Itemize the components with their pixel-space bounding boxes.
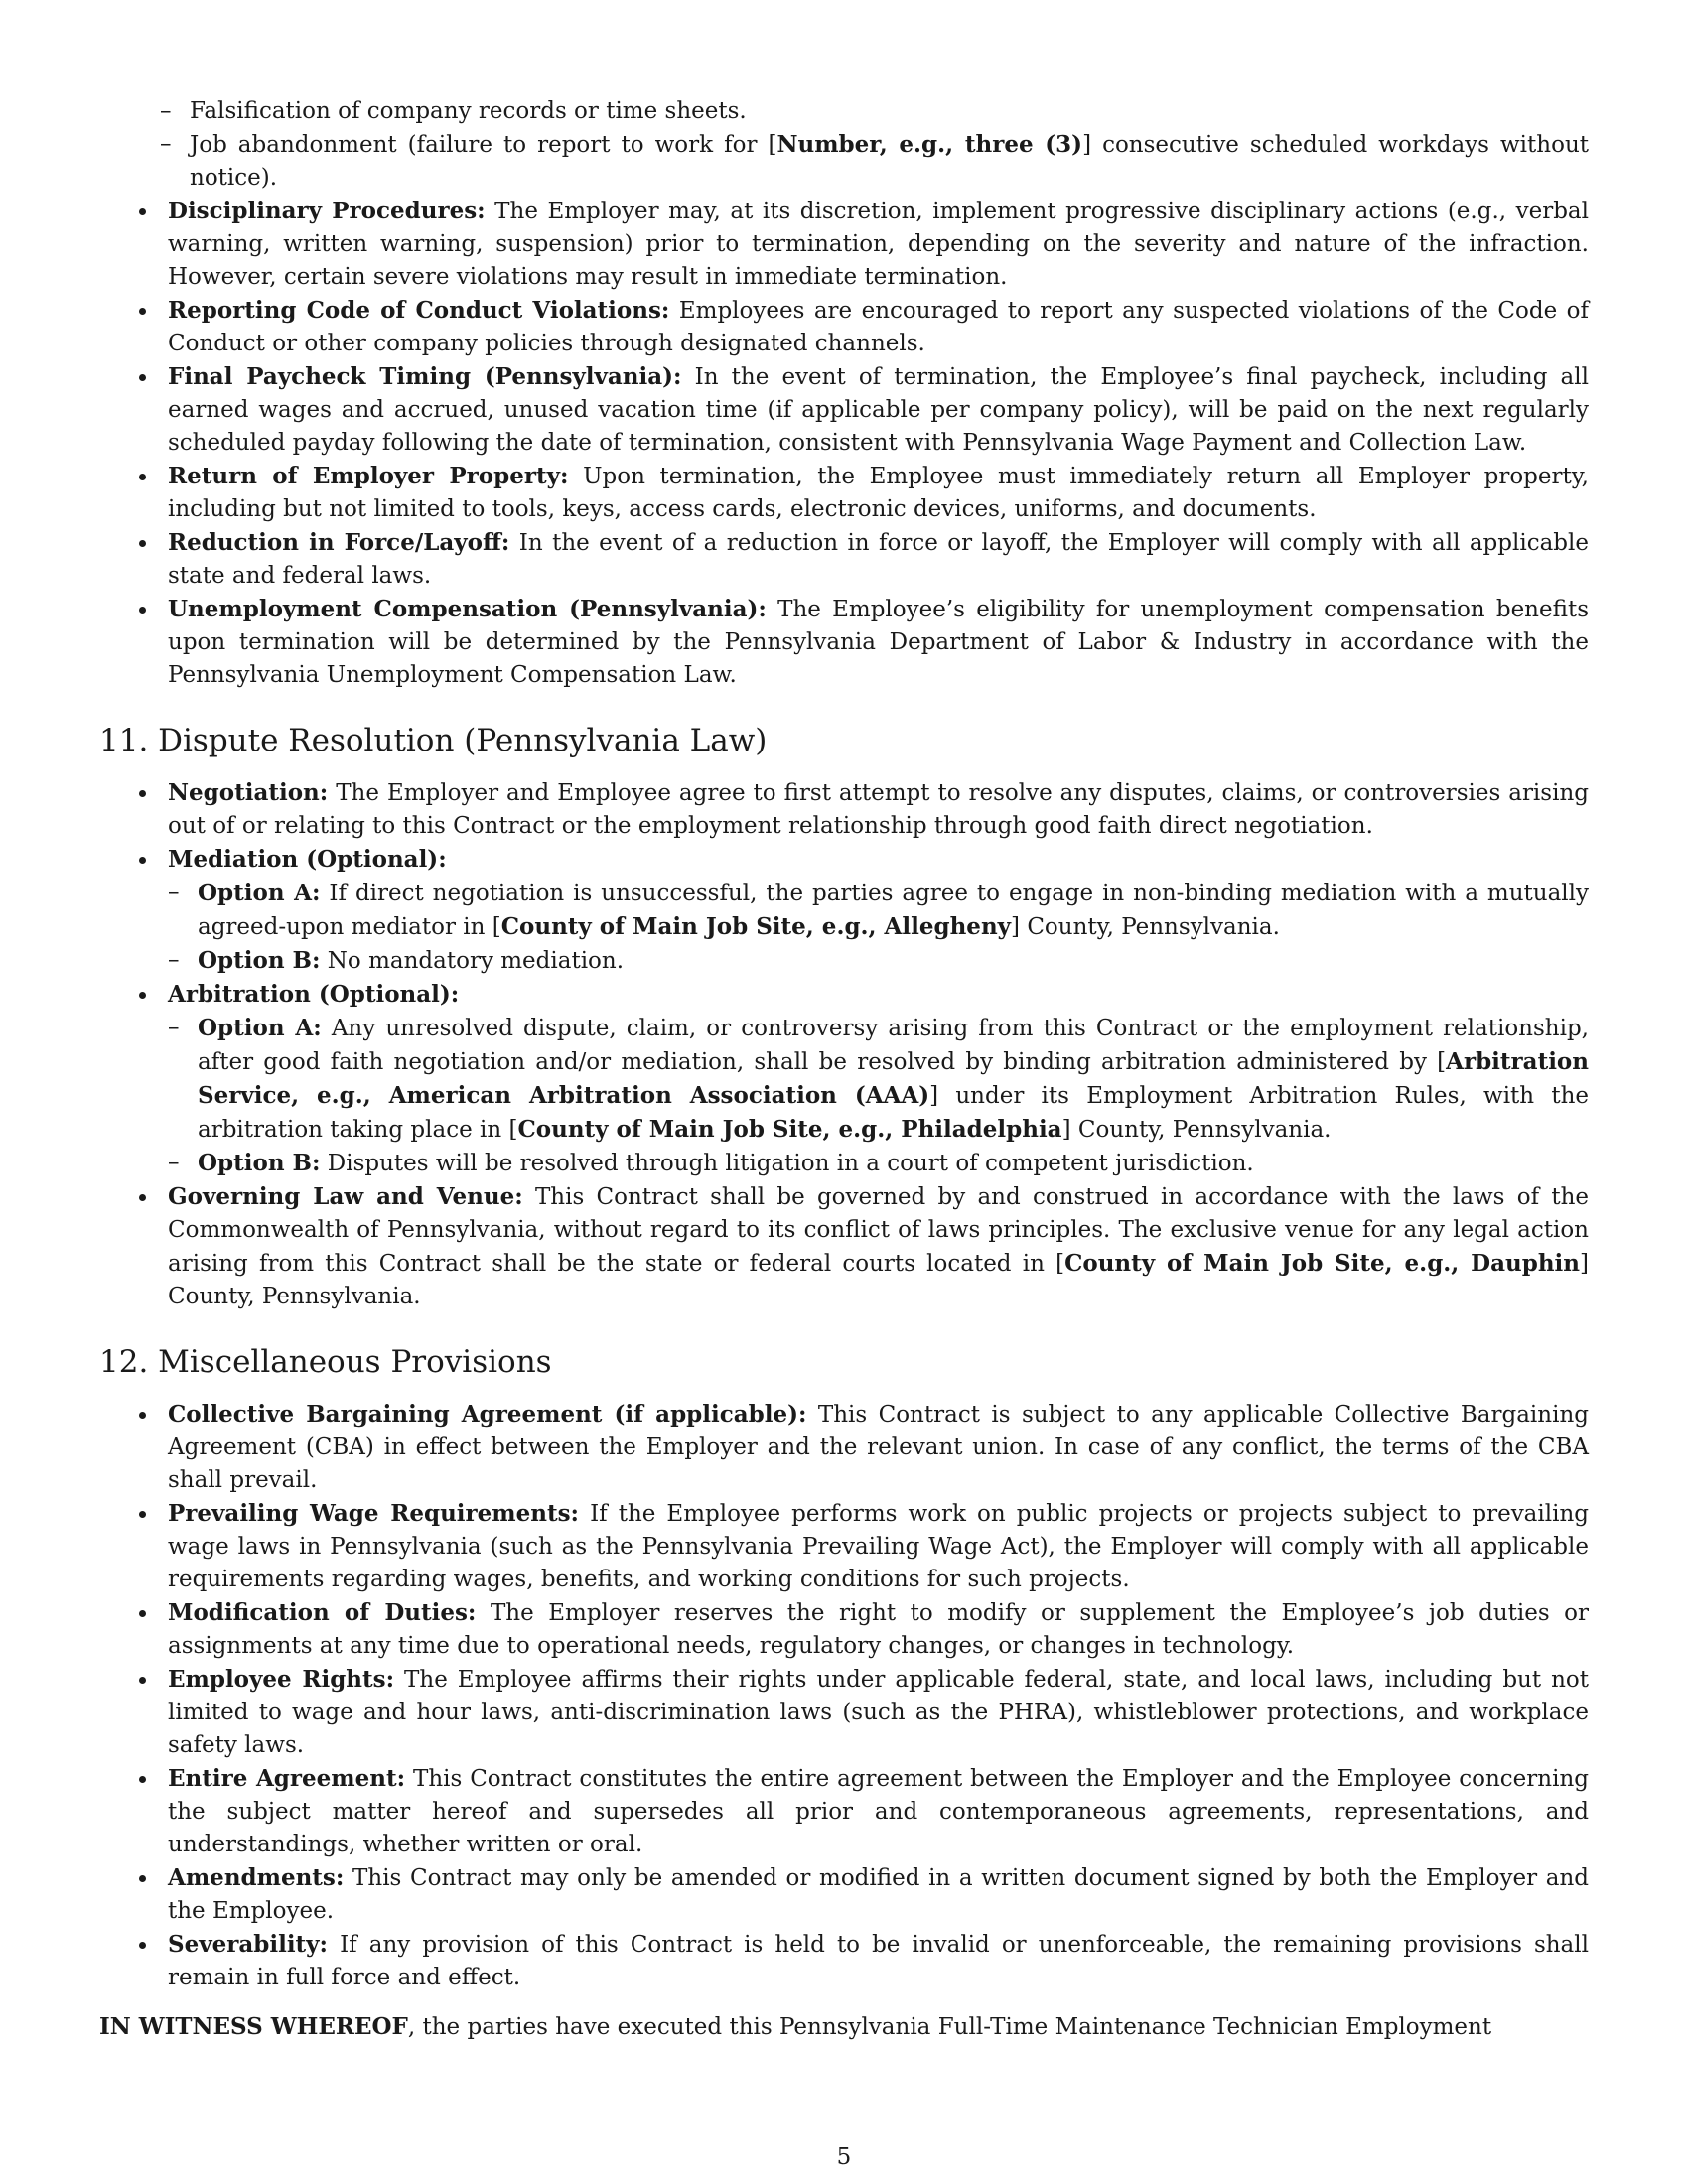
miscellaneous-provisions-list [99, 1398, 1589, 1994]
mediation-options [168, 877, 1589, 978]
list-item: Prevailing Wage Requirements: If the Employee performs work on public projects or projects subject to prevailing wage laws in Pennsylvania (such as the Pennsylvania Prevailing Wage Act), the Employer will comply with all applicable requirements regarding wages, benefits, and working conditions for such projects. [99, 1497, 1589, 1596]
list-item: Amendments: This Contract may only be amended or modified in a written document signed by both the Employer and the Employee. [99, 1861, 1589, 1928]
section-heading-miscellaneous: 12. Miscellaneous Provisions [99, 1344, 552, 1380]
witness-paragraph: IN WITNESS WHEREOF, the parties have executed this Pennsylvania Full-Time Maintenance Technician Employment [99, 2013, 1492, 2040]
list-item: Employee Rights: The Employee affirms their rights under applicable federal, state, and local laws, including but not limited to wage and hour laws, anti-discrimination laws (such as the PHRA), whistleblower protections, and workplace safety laws. [99, 1663, 1589, 1762]
list-item: – Job abandonment (failure to report to work for [Number, e.g., three (3)] consecutive scheduled workdays without notice). [160, 128, 1589, 195]
list-item: – Option A: If direct negotiation is unsuccessful, the parties agree to engage in non-binding mediation with a mutually agreed-upon mediator in [County of Main Job Site, e.g., Allegheny] County, Pennsylvania. [168, 877, 1589, 944]
list-item: Arbitration (Optional): – Option A: Any unresolved dispute, claim, or controversy arising from this Contract or the employment relationship, after good faith negotiation and/or mediation, shall be resolved by binding arbitration administered by [Arbitration Service, e.g., American Arbitration Association (AAA)] under its Employment Arbitration Rules, with the arbitration taking place in [County of Main Job Site, e.g., Philadelphia] County, Pennsylvania. – Option B: Disputes will be resolved through litigation in a court of competent jurisdiction. [99, 978, 1589, 1180]
list-item: – Falsification of company records or time sheets. [160, 95, 1589, 128]
section-heading-dispute-resolution: 11. Dispute Resolution (Pennsylvania Law) [99, 723, 768, 758]
list-item: Negotiation: The Employer and Employee agree to first attempt to resolve any disputes, claims, or controversies arising out of or relating to this Contract or the employment relationship through good faith direct negotiation. [99, 776, 1589, 843]
termination-grounds-list [160, 95, 1589, 195]
page-number: 5 [836, 2144, 852, 2170]
list-item: Entire Agreement: This Contract constitutes the entire agreement between the Employer and the Employee concerning the subject matter hereof and supersedes all prior and contemporaneous agreements, representations, and understandings, whether written or oral. [99, 1762, 1589, 1861]
list-item: Unemployment Compensation (Pennsylvania): The Employee’s eligibility for unemployment compensation benefits upon termination will be determined by the Pennsylvania Department of Labor & Industry in accordance with the Pennsylvania Unemployment Compensation Law. [99, 593, 1589, 692]
list-item: Disciplinary Procedures: The Employer may, at its discretion, implement progressive disciplinary actions (e.g., verbal warning, written warning, suspension) prior to termination, depending on the severity and nature of the infraction. However, certain severe violations may result in immediate termination. [99, 195, 1589, 294]
arbitration-options [168, 1012, 1589, 1180]
list-item: Reduction in Force/Layoff: In the event of a reduction in force or layoff, the Employer will comply with all applicable state and federal laws. [99, 526, 1589, 593]
list-item: – Option B: Disputes will be resolved through litigation in a court of competent jurisdiction. [168, 1147, 1589, 1180]
list-item: Collective Bargaining Agreement (if applicable): This Contract is subject to any applicable Collective Bargaining Agreement (CBA) in effect between the Employer and the relevant union. In case of any conflict, the terms of the CBA shall prevail. [99, 1398, 1589, 1497]
list-item: Reporting Code of Conduct Violations: Employees are encouraged to report any suspected violations of the Code of Conduct or other company policies through designated channels. [99, 294, 1589, 360]
list-item: – Option B: No mandatory mediation. [168, 944, 1589, 978]
list-item: Final Paycheck Timing (Pennsylvania): In the event of termination, the Employee’s final paycheck, including all earned wages and accrued, unused vacation time (if applicable per company policy), will be paid on the next regularly scheduled payday following the date of termination, consistent with Pennsylvania Wage Payment and Collection Law. [99, 360, 1589, 460]
termination-provisions-list [99, 195, 1589, 692]
list-item: Severability: If any provision of this Contract is held to be invalid or unenforceable, the remaining provisions shall remain in full force and effect. [99, 1928, 1589, 1994]
list-item: – Option A: Any unresolved dispute, claim, or controversy arising from this Contract or the employment relationship, after good faith negotiation and/or mediation, shall be resolved by binding arbitration administered by [Arbitration Service, e.g., American Arbitration Association (AAA)] under its Employment Arbitration Rules, with the arbitration taking place in [County of Main Job Site, e.g., Philadelphia] County, Pennsylvania. [168, 1012, 1589, 1147]
dispute-resolution-list [99, 776, 1589, 1313]
list-item: Mediation (Optional): – Option A: If direct negotiation is unsuccessful, the parties agree to engage in non-binding mediation with a mutually agreed-upon mediator in [County of Main Job Site, e.g., Allegheny] County, Pennsylvania. – Option B: No mandatory mediation. [99, 843, 1589, 978]
list-item: Modification of Duties: The Employer reserves the right to modify or supplement the Employee’s job duties or assignments at any time due to operational needs, regulatory changes, or changes in technology. [99, 1596, 1589, 1663]
list-item: Return of Employer Property: Upon termination, the Employee must immediately return all Employer property, including but not limited to tools, keys, access cards, electronic devices, uniforms, and documents. [99, 460, 1589, 526]
list-item: Governing Law and Venue: This Contract shall be governed by and construed in accordance with the laws of the Commonwealth of Pennsylvania, without regard to its conflict of laws principles. The exclusive venue for any legal action arising from this Contract shall be the state or federal courts located in [County of Main Job Site, e.g., Dauphin] County, Pennsylvania. [99, 1180, 1589, 1313]
